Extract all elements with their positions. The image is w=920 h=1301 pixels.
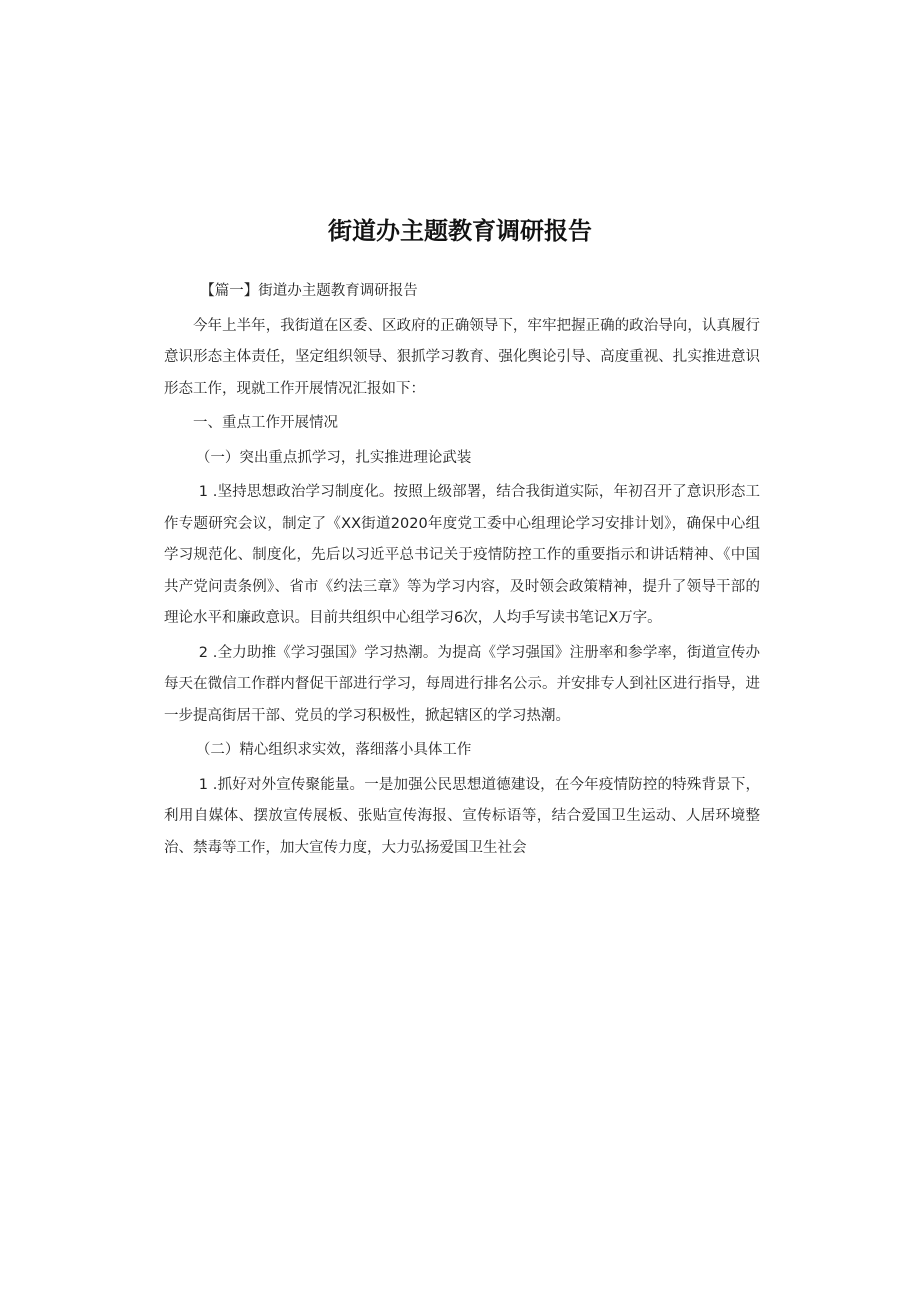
item-paragraph: 2 .全力助推《学习强国》学习热潮。为提高《学习强国》注册率和参学率，街道宣传办每天在微信工作群内督促干部进行学习，每周进行排名公示。并安排专人到社区进行指导，进一步提高街居干部、党员的学习积极性，掀起辖区的学习热潮。 [164,644,760,724]
document-body [164,276,760,864]
heading-level-2: （二）精心组织求实效，落细落小具体工作 [195,742,472,758]
item-paragraph: 1 .抓好对外宣传聚能量。一是加强公民思想道德建设，在今年疫情防控的特殊背景下，利用自媒体、摆放宣传展板、张贴宣传海报、宣传标语等，结合爱国卫生运动、人居环境整治、禁毒等工作，加大宣传力度，大力弘扬爱国卫生社会 [164,776,760,856]
section-label: 【篇一】街道办主题教育调研报告 [200,283,418,299]
intro-paragraph: 今年上半年，我街道在区委、区政府的正确领导下，牢牢把握正确的政治导向，认真履行意识形态主体责任，坚定组织领导、狠抓学习教育、强化舆论引导、高度重视、扎实推进意识形态工作，现就工作开展情况汇报如下： [164,317,760,397]
item-paragraph: 1 .坚持思想政治学习制度化。按照上级部署，结合我街道实际，年初召开了意识形态工作专题研究会议，制定了《XX街道2020年度党工委中心组理论学习安排计划》，确保中心组学习规范化、制度化，先后以习近平总书记关于疫情防控工作的重要指示和讲话精神、《中国共产党问责条例》、省市《约法三章》等为学习内容，及时领会政策精神，提升了领导干部的理论水平和廉政意识。目前共组织中心组学习6次，人均手写读书笔记X万字。 [164,484,760,626]
heading-level-2: （一）突出重点抓学习，扎实推进理论武装 [195,449,472,466]
heading-level-1: 一、重点工作开展情况 [193,415,338,431]
document-title: 街道办主题教育调研报告 [328,217,592,245]
